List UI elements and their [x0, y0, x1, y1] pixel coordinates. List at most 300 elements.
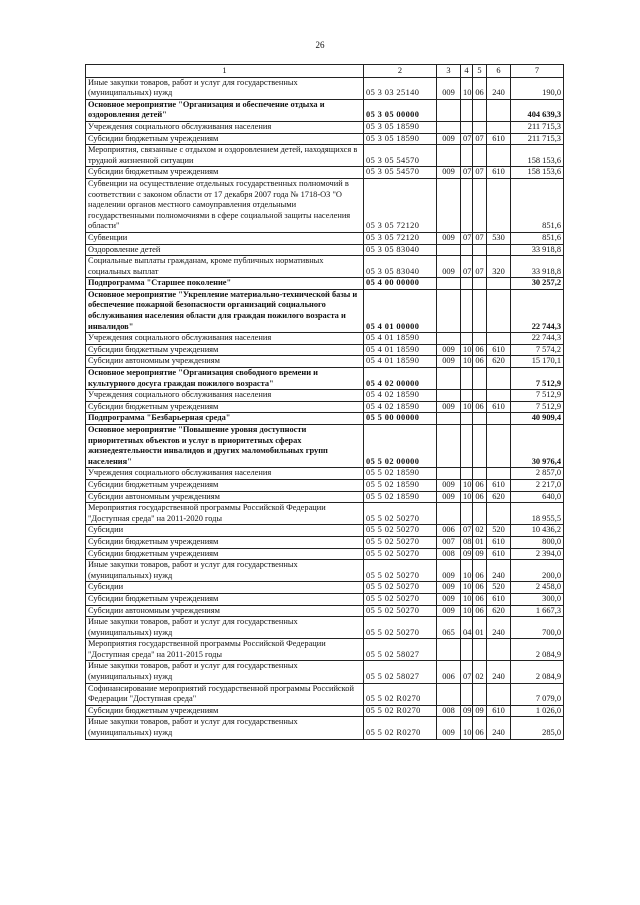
row-code-cell: 05 5 02 50270: [364, 593, 437, 605]
row-expense-type-cell: 240: [487, 560, 511, 582]
row-ministry-cell: 065: [437, 617, 461, 639]
table-row: [86, 560, 564, 582]
row-section-cell: 07: [461, 661, 473, 683]
row-amount-cell: 33 918,8: [511, 256, 564, 278]
row-name-cell: Подпрограмма "Старшее поколение": [86, 278, 364, 290]
row-ministry-cell: [437, 244, 461, 256]
row-ministry-cell: [437, 468, 461, 480]
row-amount-cell: 7 512,9: [511, 390, 564, 402]
row-section-cell: [461, 278, 473, 290]
row-section-cell: 10: [461, 582, 473, 594]
row-amount-cell: 851,6: [511, 232, 564, 244]
row-subsection-cell: 06: [473, 77, 487, 99]
row-code-cell: 05 5 02 R0270: [364, 717, 437, 739]
table-row: [86, 121, 564, 133]
row-section-cell: [461, 244, 473, 256]
table-row: [86, 491, 564, 503]
table-row: [86, 178, 564, 232]
row-expense-type-cell: 620: [487, 605, 511, 617]
row-expense-type-cell: [487, 99, 511, 121]
row-ministry-cell: 008: [437, 705, 461, 717]
row-section-cell: 04: [461, 617, 473, 639]
row-name-cell: Учреждения социального обслуживания населения: [86, 390, 364, 402]
row-subsection-cell: [473, 289, 487, 332]
row-section-cell: 07: [461, 256, 473, 278]
row-name-cell: Учреждения социального обслуживания населения: [86, 121, 364, 133]
row-ministry-cell: 009: [437, 491, 461, 503]
row-code-cell: 05 4 02 00000: [364, 368, 437, 390]
table-row: [86, 344, 564, 356]
row-subsection-cell: 07: [473, 232, 487, 244]
budget-table: [85, 64, 564, 740]
row-code-cell: 05 5 00 00000: [364, 413, 437, 425]
header-col-2: 2: [364, 65, 437, 78]
row-amount-cell: 15 170,1: [511, 356, 564, 368]
row-name-cell: Субсидии: [86, 525, 364, 537]
row-amount-cell: 2 084,9: [511, 639, 564, 661]
row-name-cell: Субсидии бюджетным учреждениям: [86, 593, 364, 605]
row-section-cell: 10: [461, 717, 473, 739]
row-ministry-cell: [437, 368, 461, 390]
row-name-cell: Софинансирование мероприятий государственной программы Российской Федерации "Доступная среда": [86, 683, 364, 705]
row-subsection-cell: [473, 121, 487, 133]
row-ministry-cell: [437, 413, 461, 425]
row-amount-cell: 30 976,4: [511, 425, 564, 468]
row-name-cell: Субсидии бюджетным учреждениям: [86, 133, 364, 145]
row-expense-type-cell: 610: [487, 705, 511, 717]
row-name-cell: Иные закупки товаров, работ и услуг для государственных (муниципальных) нужд: [86, 560, 364, 582]
table-row: [86, 705, 564, 717]
row-section-cell: 10: [461, 605, 473, 617]
row-expense-type-cell: 610: [487, 344, 511, 356]
table-header-row: [86, 65, 564, 78]
row-ministry-cell: [437, 425, 461, 468]
row-amount-cell: 640,0: [511, 491, 564, 503]
row-ministry-cell: [437, 390, 461, 402]
row-ministry-cell: 009: [437, 401, 461, 413]
row-section-cell: [461, 333, 473, 345]
row-section-cell: [461, 145, 473, 167]
row-code-cell: 05 5 02 R0270: [364, 683, 437, 705]
row-code-cell: 05 3 05 54570: [364, 145, 437, 167]
row-expense-type-cell: 620: [487, 356, 511, 368]
row-code-cell: 05 5 02 58027: [364, 639, 437, 661]
row-expense-type-cell: [487, 333, 511, 345]
row-code-cell: 05 3 03 25140: [364, 77, 437, 99]
row-section-cell: [461, 390, 473, 402]
row-subsection-cell: [473, 99, 487, 121]
row-subsection-cell: 06: [473, 491, 487, 503]
row-expense-type-cell: [487, 121, 511, 133]
row-amount-cell: 2 458,0: [511, 582, 564, 594]
row-ministry-cell: [437, 99, 461, 121]
page-number: 26: [315, 40, 325, 50]
row-name-cell: Иные закупки товаров, работ и услуг для государственных (муниципальных) нужд: [86, 77, 364, 99]
table-row: [86, 289, 564, 332]
row-section-cell: 07: [461, 133, 473, 145]
row-code-cell: 05 4 02 18590: [364, 401, 437, 413]
row-ministry-cell: 009: [437, 479, 461, 491]
row-section-cell: 10: [461, 77, 473, 99]
row-expense-type-cell: 320: [487, 256, 511, 278]
row-section-cell: 07: [461, 232, 473, 244]
row-subsection-cell: [473, 333, 487, 345]
row-code-cell: 05 4 01 18590: [364, 344, 437, 356]
row-amount-cell: 22 744,3: [511, 333, 564, 345]
row-amount-cell: 300,0: [511, 593, 564, 605]
row-amount-cell: 800,0: [511, 536, 564, 548]
row-amount-cell: 158 153,6: [511, 167, 564, 179]
row-code-cell: 05 3 05 18590: [364, 121, 437, 133]
row-expense-type-cell: [487, 503, 511, 525]
row-expense-type-cell: [487, 289, 511, 332]
row-section-cell: 07: [461, 167, 473, 179]
row-code-cell: 05 4 00 00000: [364, 278, 437, 290]
row-subsection-cell: [473, 178, 487, 232]
row-amount-cell: 211 715,3: [511, 121, 564, 133]
table-row: [86, 593, 564, 605]
row-section-cell: [461, 413, 473, 425]
table-row: [86, 167, 564, 179]
table-row: [86, 605, 564, 617]
row-ministry-cell: 009: [437, 256, 461, 278]
row-code-cell: 05 5 02 00000: [364, 425, 437, 468]
row-amount-cell: 7 512,9: [511, 368, 564, 390]
row-code-cell: 05 5 02 50270: [364, 548, 437, 560]
row-code-cell: 05 4 01 18590: [364, 333, 437, 345]
table-row: [86, 356, 564, 368]
row-amount-cell: 22 744,3: [511, 289, 564, 332]
row-section-cell: 10: [461, 479, 473, 491]
row-ministry-cell: 008: [437, 548, 461, 560]
row-expense-type-cell: 240: [487, 717, 511, 739]
row-amount-cell: 158 153,6: [511, 145, 564, 167]
row-name-cell: Субсидии бюджетным учреждениям: [86, 536, 364, 548]
row-code-cell: 05 3 05 18590: [364, 133, 437, 145]
row-name-cell: Мероприятия, связанные с отдыхом и оздоровлением детей, находящихся в трудной жизненной ситуации: [86, 145, 364, 167]
row-code-cell: 05 5 02 50270: [364, 582, 437, 594]
row-subsection-cell: [473, 278, 487, 290]
row-subsection-cell: 06: [473, 479, 487, 491]
row-section-cell: 10: [461, 491, 473, 503]
row-ministry-cell: 009: [437, 560, 461, 582]
row-expense-type-cell: [487, 178, 511, 232]
header-col-4: 4: [461, 65, 473, 78]
row-subsection-cell: 06: [473, 593, 487, 605]
row-subsection-cell: [473, 244, 487, 256]
row-name-cell: Субсидии автономным учреждениям: [86, 356, 364, 368]
row-subsection-cell: [473, 368, 487, 390]
row-code-cell: 05 3 05 72120: [364, 232, 437, 244]
row-subsection-cell: 02: [473, 525, 487, 537]
row-subsection-cell: 06: [473, 582, 487, 594]
table-row: [86, 525, 564, 537]
row-amount-cell: 2 394,0: [511, 548, 564, 560]
row-ministry-cell: 009: [437, 232, 461, 244]
row-code-cell: 05 5 02 50270: [364, 560, 437, 582]
row-amount-cell: 33 918,8: [511, 244, 564, 256]
row-ministry-cell: 009: [437, 582, 461, 594]
table-row: [86, 77, 564, 99]
row-amount-cell: 1 026,0: [511, 705, 564, 717]
row-amount-cell: 7 512,9: [511, 401, 564, 413]
row-code-cell: 05 5 02 R0270: [364, 705, 437, 717]
table-row: [86, 717, 564, 739]
table-row: [86, 133, 564, 145]
row-expense-type-cell: [487, 278, 511, 290]
row-subsection-cell: [473, 413, 487, 425]
row-section-cell: 09: [461, 548, 473, 560]
row-code-cell: 05 5 02 18590: [364, 479, 437, 491]
table-row: [86, 256, 564, 278]
row-ministry-cell: [437, 683, 461, 705]
row-section-cell: 10: [461, 344, 473, 356]
row-section-cell: [461, 639, 473, 661]
row-amount-cell: 10 436,2: [511, 525, 564, 537]
row-expense-type-cell: 240: [487, 77, 511, 99]
row-amount-cell: 2 084,9: [511, 661, 564, 683]
row-expense-type-cell: [487, 425, 511, 468]
row-subsection-cell: 06: [473, 401, 487, 413]
row-section-cell: [461, 683, 473, 705]
row-expense-type-cell: [487, 368, 511, 390]
row-name-cell: Мероприятия государственной программы Российской Федерации "Доступная среда" на 2011-2015 годы: [86, 639, 364, 661]
row-expense-type-cell: [487, 244, 511, 256]
row-ministry-cell: 006: [437, 661, 461, 683]
row-name-cell: Учреждения социального обслуживания населения: [86, 333, 364, 345]
row-ministry-cell: [437, 145, 461, 167]
table-row: [86, 390, 564, 402]
row-amount-cell: 190,0: [511, 77, 564, 99]
row-name-cell: Социальные выплаты гражданам, кроме публичных нормативных социальных выплат: [86, 256, 364, 278]
row-code-cell: 05 3 05 00000: [364, 99, 437, 121]
row-ministry-cell: [437, 178, 461, 232]
row-expense-type-cell: [487, 145, 511, 167]
table-row: [86, 413, 564, 425]
row-code-cell: 05 5 02 18590: [364, 468, 437, 480]
row-name-cell: Субсидии: [86, 582, 364, 594]
row-code-cell: 05 3 05 83040: [364, 244, 437, 256]
row-ministry-cell: [437, 639, 461, 661]
row-expense-type-cell: 610: [487, 133, 511, 145]
table-row: [86, 401, 564, 413]
row-subsection-cell: 01: [473, 617, 487, 639]
row-ministry-cell: [437, 121, 461, 133]
row-ministry-cell: 009: [437, 356, 461, 368]
row-section-cell: 08: [461, 536, 473, 548]
row-subsection-cell: 06: [473, 344, 487, 356]
row-code-cell: 05 4 02 18590: [364, 390, 437, 402]
row-ministry-cell: [437, 289, 461, 332]
row-expense-type-cell: 530: [487, 232, 511, 244]
row-amount-cell: 404 639,3: [511, 99, 564, 121]
row-section-cell: 10: [461, 401, 473, 413]
row-section-cell: [461, 368, 473, 390]
row-ministry-cell: 006: [437, 525, 461, 537]
row-subsection-cell: [473, 425, 487, 468]
row-ministry-cell: 009: [437, 344, 461, 356]
table-row: [86, 99, 564, 121]
table-row: [86, 479, 564, 491]
table-row: [86, 368, 564, 390]
table-row: [86, 244, 564, 256]
row-code-cell: 05 5 02 50270: [364, 536, 437, 548]
row-amount-cell: 200,0: [511, 560, 564, 582]
row-subsection-cell: 07: [473, 256, 487, 278]
row-amount-cell: 7 574,2: [511, 344, 564, 356]
row-name-cell: Субсидии бюджетным учреждениям: [86, 705, 364, 717]
table-row: [86, 536, 564, 548]
row-subsection-cell: [473, 639, 487, 661]
row-expense-type-cell: 520: [487, 525, 511, 537]
row-name-cell: Основное мероприятие "Организация свободного времени и культурного досуга граждан пожилого возраста": [86, 368, 364, 390]
table-row: [86, 661, 564, 683]
row-ministry-cell: [437, 333, 461, 345]
table-row: [86, 278, 564, 290]
row-subsection-cell: [473, 683, 487, 705]
row-subsection-cell: 09: [473, 548, 487, 560]
row-code-cell: 05 5 02 58027: [364, 661, 437, 683]
row-code-cell: 05 4 01 00000: [364, 289, 437, 332]
row-code-cell: 05 5 02 50270: [364, 503, 437, 525]
row-amount-cell: 40 909,4: [511, 413, 564, 425]
row-name-cell: Субсидии бюджетным учреждениям: [86, 479, 364, 491]
row-subsection-cell: 06: [473, 560, 487, 582]
row-name-cell: Субсидии автономным учреждениям: [86, 491, 364, 503]
row-amount-cell: 1 667,3: [511, 605, 564, 617]
row-code-cell: 05 5 02 50270: [364, 617, 437, 639]
row-name-cell: Иные закупки товаров, работ и услуг для государственных (муниципальных) нужд: [86, 717, 364, 739]
row-name-cell: Мероприятия государственной программы Российской Федерации "Доступная среда" на 2011-2020 годы: [86, 503, 364, 525]
table-row: [86, 468, 564, 480]
row-expense-type-cell: 620: [487, 491, 511, 503]
row-section-cell: [461, 178, 473, 232]
row-code-cell: 05 5 02 50270: [364, 605, 437, 617]
row-expense-type-cell: 610: [487, 593, 511, 605]
row-section-cell: [461, 503, 473, 525]
header-col-5: 5: [473, 65, 487, 78]
row-expense-type-cell: [487, 468, 511, 480]
row-name-cell: Субвенции на осуществление отдельных государственных полномочий в соответствии с законом области от 17 декабря 2007 года № 1718-ОЗ "О наделении органов местного самоуправления отдельными государственными полномочиями в сфере социальной защиты населения области": [86, 178, 364, 232]
header-col-3: 3: [437, 65, 461, 78]
row-code-cell: 05 3 05 83040: [364, 256, 437, 278]
row-section-cell: [461, 468, 473, 480]
table-row: [86, 232, 564, 244]
row-expense-type-cell: 240: [487, 617, 511, 639]
row-amount-cell: 18 955,5: [511, 503, 564, 525]
row-section-cell: 09: [461, 705, 473, 717]
row-name-cell: Субвенции: [86, 232, 364, 244]
row-code-cell: 05 3 05 54570: [364, 167, 437, 179]
row-subsection-cell: 01: [473, 536, 487, 548]
row-name-cell: Субсидии бюджетным учреждениям: [86, 344, 364, 356]
row-amount-cell: 30 257,2: [511, 278, 564, 290]
row-amount-cell: 851,6: [511, 178, 564, 232]
row-expense-type-cell: 610: [487, 401, 511, 413]
row-name-cell: Учреждения социального обслуживания населения: [86, 468, 364, 480]
table-row: [86, 582, 564, 594]
row-amount-cell: 700,0: [511, 617, 564, 639]
row-amount-cell: 285,0: [511, 717, 564, 739]
row-name-cell: Субсидии бюджетным учреждениям: [86, 167, 364, 179]
row-section-cell: [461, 99, 473, 121]
row-expense-type-cell: 610: [487, 479, 511, 491]
row-subsection-cell: 06: [473, 717, 487, 739]
row-expense-type-cell: [487, 390, 511, 402]
row-subsection-cell: 06: [473, 605, 487, 617]
header-col-7: 7: [511, 65, 564, 78]
row-ministry-cell: 009: [437, 167, 461, 179]
row-section-cell: [461, 289, 473, 332]
row-ministry-cell: [437, 278, 461, 290]
row-amount-cell: 7 079,0: [511, 683, 564, 705]
row-name-cell: Субсидии бюджетным учреждениям: [86, 401, 364, 413]
table-row: [86, 145, 564, 167]
row-subsection-cell: [473, 145, 487, 167]
header-col-6: 6: [487, 65, 511, 78]
row-expense-type-cell: 520: [487, 582, 511, 594]
row-section-cell: 10: [461, 356, 473, 368]
row-amount-cell: 2 217,0: [511, 479, 564, 491]
row-subsection-cell: 07: [473, 167, 487, 179]
row-expense-type-cell: [487, 639, 511, 661]
row-subsection-cell: [473, 468, 487, 480]
table-row: [86, 683, 564, 705]
row-name-cell: Иные закупки товаров, работ и услуг для государственных (муниципальных) нужд: [86, 617, 364, 639]
table-row: [86, 548, 564, 560]
row-name-cell: Иные закупки товаров, работ и услуг для государственных (муниципальных) нужд: [86, 661, 364, 683]
row-subsection-cell: 02: [473, 661, 487, 683]
row-section-cell: 07: [461, 525, 473, 537]
row-ministry-cell: 009: [437, 133, 461, 145]
row-section-cell: [461, 425, 473, 468]
row-expense-type-cell: [487, 683, 511, 705]
row-ministry-cell: 009: [437, 717, 461, 739]
row-section-cell: 10: [461, 593, 473, 605]
row-section-cell: 10: [461, 560, 473, 582]
header-col-1: 1: [86, 65, 364, 78]
row-amount-cell: 2 857,0: [511, 468, 564, 480]
row-subsection-cell: 06: [473, 356, 487, 368]
row-subsection-cell: [473, 390, 487, 402]
row-code-cell: 05 4 01 18590: [364, 356, 437, 368]
row-expense-type-cell: 610: [487, 548, 511, 560]
row-name-cell: Подпрограмма "Безбарьерная среда": [86, 413, 364, 425]
table-row: [86, 639, 564, 661]
row-name-cell: Субсидии бюджетным учреждениям: [86, 548, 364, 560]
row-ministry-cell: 009: [437, 593, 461, 605]
row-ministry-cell: [437, 503, 461, 525]
row-subsection-cell: 07: [473, 133, 487, 145]
row-section-cell: [461, 121, 473, 133]
row-name-cell: Основное мероприятие "Повышение уровня доступности приоритетных объектов и услуг в приоритетных сферах жизнедеятельности инвалидов и других маломобильных групп населения": [86, 425, 364, 468]
row-code-cell: 05 3 05 72120: [364, 178, 437, 232]
row-name-cell: Основное мероприятие "Организация и обеспечение отдыха и оздоровления детей": [86, 99, 364, 121]
row-subsection-cell: [473, 503, 487, 525]
row-expense-type-cell: 610: [487, 167, 511, 179]
row-name-cell: Оздоровление детей: [86, 244, 364, 256]
table-row: [86, 617, 564, 639]
row-code-cell: 05 5 02 50270: [364, 525, 437, 537]
table-row: [86, 425, 564, 468]
row-ministry-cell: 009: [437, 605, 461, 617]
row-expense-type-cell: [487, 413, 511, 425]
table-row: [86, 333, 564, 345]
row-expense-type-cell: 240: [487, 661, 511, 683]
row-name-cell: Субсидии автономным учреждениям: [86, 605, 364, 617]
row-name-cell: Основное мероприятие "Укрепление материально-технической базы и обеспечение пожарной безопасности организаций социального обслуживания населения области для граждан пожилого возраста и инвалидов": [86, 289, 364, 332]
row-amount-cell: 211 715,3: [511, 133, 564, 145]
